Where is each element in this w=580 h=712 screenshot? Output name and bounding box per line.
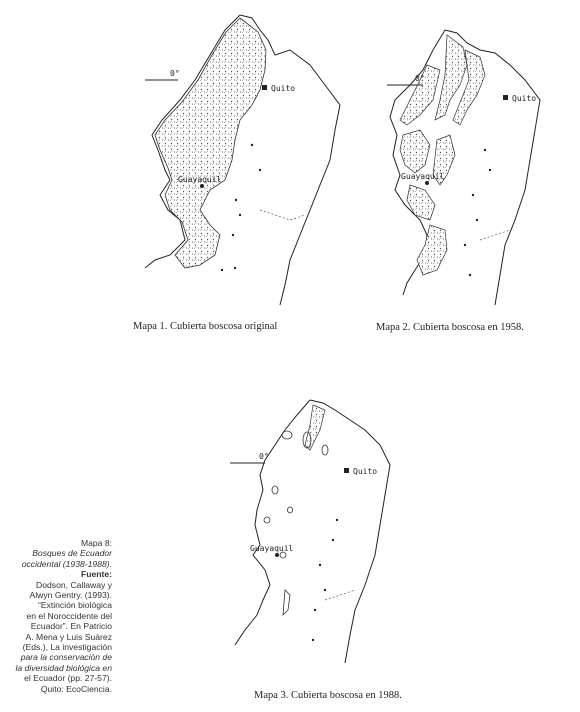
- note-subtitle: occidental (1938-1988).: [21, 558, 112, 569]
- quito-marker: [262, 85, 267, 90]
- equator-label: 0°: [415, 74, 425, 83]
- forest-fragment: [283, 590, 290, 615]
- guayaquil-marker: [275, 553, 279, 557]
- equator-label: 0°: [170, 69, 180, 78]
- map-2: [385, 25, 580, 325]
- note-line: A. Mena y Luis Suárez: [25, 631, 112, 642]
- forest-strip: [417, 225, 447, 275]
- coastline-west: [235, 400, 310, 645]
- quito-label: Quito: [353, 467, 378, 476]
- map-3-caption: Mapa 3. Cubierta boscosa en 1988.: [254, 690, 402, 701]
- note-line: “Extinción biológica: [37, 600, 112, 611]
- note-line: en el Noroccidente del: [26, 610, 112, 621]
- map-1-drawing: [140, 10, 360, 310]
- note-line: para la conservación de: [20, 652, 112, 663]
- guayaquil-label: Guayaquil: [250, 544, 294, 553]
- note-line: Quito: EcoCiencia.: [40, 683, 112, 694]
- forest-fragment: [272, 486, 278, 494]
- guayaquil-label: Guayaquil: [401, 172, 445, 181]
- forest-strip: [400, 130, 430, 173]
- guayaquil-label: Guayaquil: [178, 175, 222, 184]
- coastline: [310, 400, 390, 663]
- note-line: el Ecuador (pp. 27-57).: [24, 673, 112, 684]
- guayaquil-marker: [425, 181, 429, 185]
- quito-label: Quito: [512, 94, 537, 103]
- map-2-drawing: [385, 25, 580, 325]
- note-subtitle: Bosques de Ecuador: [32, 548, 112, 559]
- note-line: Dodson, Callaway y: [36, 579, 112, 590]
- forest-strip: [407, 185, 435, 220]
- note-line: Ecuador”. En Patricio: [30, 621, 112, 632]
- forest-fragment: [288, 507, 293, 513]
- forest-fragment: [282, 431, 292, 439]
- quito-marker: [344, 468, 349, 473]
- forest-fragment: [322, 445, 328, 455]
- forest-fragment: [305, 405, 325, 450]
- map-1-caption: Mapa 1. Cubierta boscosa original: [133, 321, 278, 332]
- note-source-label: Fuente:: [80, 569, 112, 580]
- map-3-drawing: [225, 395, 410, 670]
- forest-area: [155, 18, 266, 268]
- map-2-caption: Mapa 2. Cubierta boscosa en 1958.: [376, 322, 524, 333]
- map-source-note: [4, 538, 112, 694]
- quito-marker: [503, 95, 508, 100]
- map-3: [225, 395, 410, 670]
- forest-fragment: [264, 517, 270, 523]
- quito-label: Quito: [271, 84, 296, 93]
- note-line: la diversidad biológica en: [15, 662, 112, 673]
- note-line: Alwyn Gentry. (1993).: [29, 590, 112, 601]
- note-line: (Eds.), La investigación: [22, 642, 112, 653]
- map-1: [140, 10, 360, 310]
- equator-label: 0°: [259, 452, 269, 461]
- guayaquil-marker: [200, 184, 204, 188]
- note-title: Mapa 8:: [80, 538, 112, 548]
